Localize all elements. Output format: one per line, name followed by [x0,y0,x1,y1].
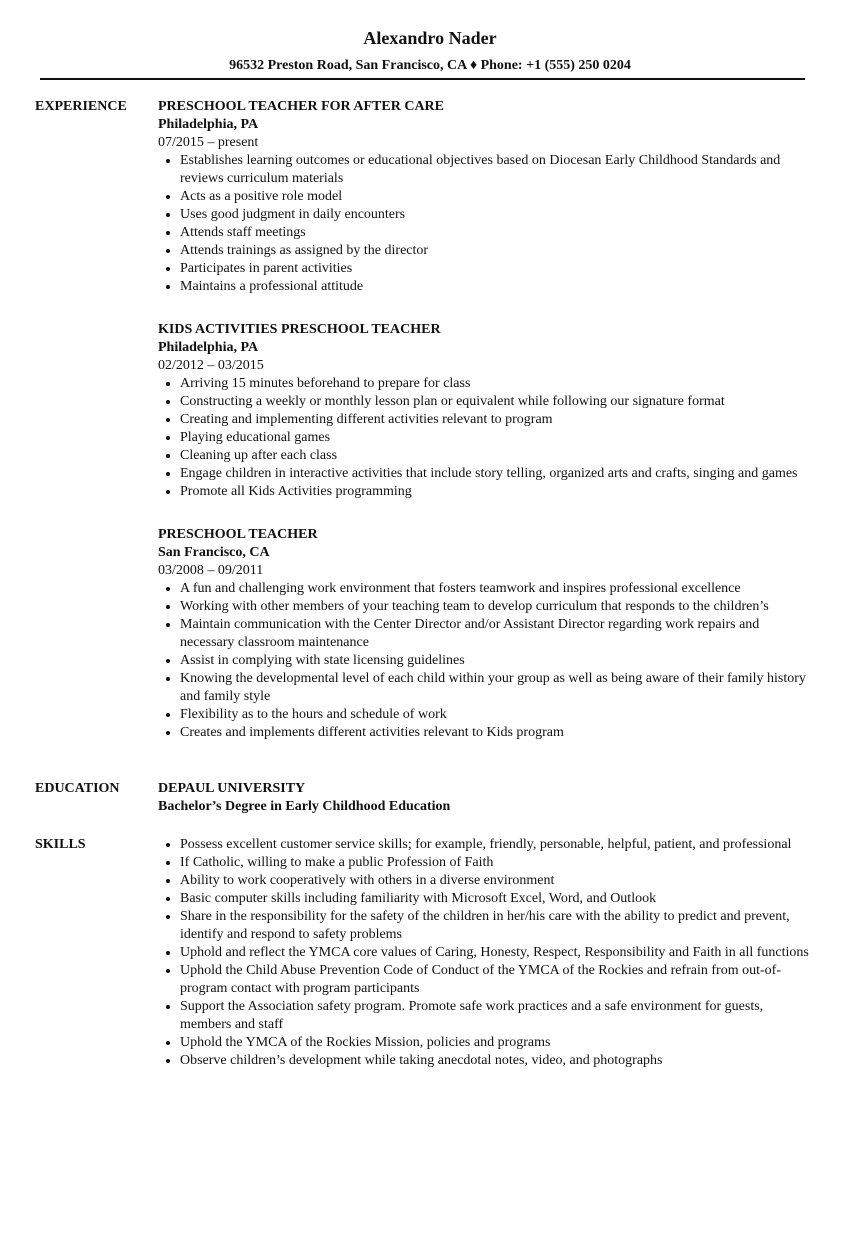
job-bullets [158,152,813,296]
list-item: • A fun and challenging work environment that fosters teamwork and inspires professional excellence [180,580,813,598]
skills-label: SKILLS [35,837,86,852]
skills-list [158,836,813,1070]
job-entry [158,526,813,742]
list-item: • Ability to work cooperatively with others in a diverse environment [180,872,813,890]
list-item: • Possess excellent customer service skills; for example, friendly, personable, helpful, patient, and professional [180,836,813,854]
list-item: • Uphold the Child Abuse Prevention Code of Conduct of the YMCA of the Rockies and refrain from out-of-program contact with program participants [180,962,813,998]
list-item: • Attends staff meetings [180,224,813,242]
list-item: • If Catholic, willing to make a public Profession of Faith [180,854,813,872]
list-item: • Basic computer skills including familiarity with Microsoft Excel, Word, and Outlook [180,890,813,908]
skills-body [158,836,813,1070]
list-item: • Constructing a weekly or monthly lesson plan or equivalent while following our signature format [180,393,813,411]
school-name: DEPAUL UNIVERSITY [158,781,306,796]
experience-label: EXPERIENCE [35,99,127,114]
list-item: • Assist in complying with state licensing guidelines [180,652,813,670]
job-location: Philadelphia, PA [158,340,259,355]
job-dates: 03/2008 – 09/2011 [158,563,264,578]
resume-header [0,0,860,75]
job-bullets [158,580,813,742]
job-title: PRESCHOOL TEACHER [158,527,318,542]
list-item: • Share in the responsibility for the safety of the children in her/his care with the ability to predict and prevent, identify and respond to safety problems [180,908,813,944]
job-location: San Francisco, CA [158,545,270,560]
candidate-name: Alexandro Nader [363,28,497,48]
header-divider [40,78,805,80]
list-item: • Working with other members of your teaching team to develop curriculum that responds to the children’s [180,598,813,616]
job-dates: 07/2015 – present [158,135,259,150]
list-item: • Establishes learning outcomes or educational objectives based on Diocesan Early Childhood Standards and reviews curriculum materials [180,152,813,188]
list-item: • Creates and implements different activities relevant to Kids program [180,724,813,742]
list-item: • Uses good judgment in daily encounters [180,206,813,224]
list-item: • Participates in parent activities [180,260,813,278]
experience-body [158,98,813,767]
list-item: • Creating and implementing different activities relevant to program [180,411,813,429]
list-item: • Uphold and reflect the YMCA core values of Caring, Honesty, Respect, Responsibility and Faith in all functions [180,944,813,962]
degree: Bachelor’s Degree in Early Childhood Education [158,799,451,814]
list-item: • Maintains a professional attitude [180,278,813,296]
list-item: • Uphold the YMCA of the Rockies Mission, policies and programs [180,1034,813,1052]
list-item: • Knowing the developmental level of each child within your group as well as being aware of their family history and family style [180,670,813,706]
list-item: • Support the Association safety program. Promote safe work practices and a safe environment for guests, members and staff [180,998,813,1034]
education-body [158,780,813,816]
list-item: • Promote all Kids Activities programming [180,483,813,501]
job-location: Philadelphia, PA [158,117,259,132]
list-item: • Acts as a positive role model [180,188,813,206]
list-item: • Flexibility as to the hours and schedule of work [180,706,813,724]
job-entry [158,98,813,296]
list-item: • Observe children’s development while taking anecdotal notes, video, and photographs [180,1052,813,1070]
job-dates: 02/2012 – 03/2015 [158,358,264,373]
list-item: • Attends trainings as assigned by the director [180,242,813,260]
job-title: KIDS ACTIVITIES PRESCHOOL TEACHER [158,322,441,337]
list-item: • Arriving 15 minutes beforehand to prepare for class [180,375,813,393]
list-item: • Maintain communication with the Center Director and/or Assistant Director regarding work repairs and necessary classroom maintenance [180,616,813,652]
job-title: PRESCHOOL TEACHER FOR AFTER CARE [158,99,445,114]
job-entry [158,321,813,501]
list-item: • Cleaning up after each class [180,447,813,465]
list-item: • Engage children in interactive activities that include story telling, organized arts and crafts, singing and games [180,465,813,483]
education-label: EDUCATION [35,781,120,796]
list-item: • Playing educational games [180,429,813,447]
job-bullets [158,375,813,501]
contact-line: 96532 Preston Road, San Francisco, CA ♦ Phone: +1 (555) 250 0204 [229,58,631,73]
